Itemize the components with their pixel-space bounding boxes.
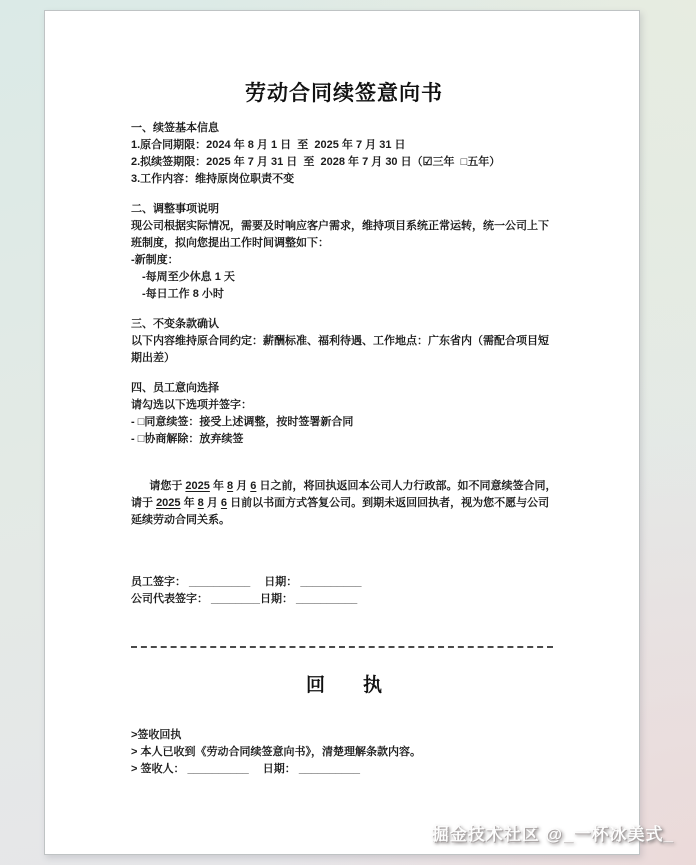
notice-text: 日之前，将回执返回本公司人力行政部。如不同意续签合同，请于 (131, 480, 557, 509)
rule-daily-hours: -每日工作 8 小时 (142, 288, 224, 300)
notice-text: 日前以书面方式答复公司。到期未返回回执者，视为您不愿与公司延续劳动合同关系。 (131, 497, 550, 526)
original-contract-term: 1.原合同期限：2024 年 8 月 1 日 至 2025 年 7 月 31 日 (131, 139, 406, 151)
notice-text: 请您于 (149, 480, 186, 492)
deadline-year: 2025 (185, 480, 210, 492)
unchanged-terms-heading: 三、不变条款确认 (131, 318, 219, 330)
adjustment-heading: 二、调整事项说明 (131, 203, 219, 215)
reply-month: 8 (197, 497, 204, 509)
company-signature-line: 公司代表签字： ________日期： __________ (131, 593, 358, 605)
work-content: 3.工作内容：维持原岗位职责不变 (131, 173, 295, 185)
section-adjustment (131, 201, 557, 303)
receipt-acknowledgement-heading: >签收回执 (131, 729, 182, 741)
notice-text: 年 (209, 480, 228, 492)
tear-off-dashed-divider (131, 646, 553, 648)
signature-block (131, 574, 557, 608)
document-page (44, 10, 640, 855)
reply-year: 2025 (156, 497, 181, 509)
return-notice-paragraph (131, 461, 557, 546)
section-basic-info (131, 120, 557, 188)
notice-text: 月 (203, 497, 221, 509)
receipt-block (131, 727, 557, 778)
watermark-credit: 掘金技术社区 @_一杯冰美式_ (431, 825, 674, 844)
notice-text: 年 (180, 497, 198, 509)
adjustment-body: 现公司根据实际情况，需要及时响应客户需求，维持项目系统正常运转，统一公司上下班制度，拟向您提出工作时间调整如下： (131, 220, 549, 249)
employee-signature-line: 员工签字： __________ 日期： __________ (131, 576, 362, 588)
new-rule-label: -新制度： (131, 254, 179, 266)
option-negotiated-termination: - □协商解除：放弃续签 (131, 433, 244, 445)
notice-text: 月 (233, 480, 251, 492)
option-agree-renewal: - □同意续签：接受上述调整，按时签署新合同 (131, 416, 354, 428)
deadline-day: 6 (250, 480, 257, 492)
receipt-title: 回 执 (305, 675, 382, 696)
employee-choice-heading: 四、员工意向选择 (131, 382, 219, 394)
employee-choice-intro: 请勾选以下选项并签字： (131, 399, 252, 411)
receipt-acknowledgement-text: > 本人已收到《劳动合同续签意向书》，清楚理解条款内容。 (131, 746, 421, 758)
rule-weekly-rest: -每周至少休息 1 天 (142, 271, 235, 283)
section-employee-choice (131, 380, 557, 448)
renewal-term-with-checkboxes: 2.拟续签期限：2025 年 7 月 31 日 至 2028 年 7 月 30 日（☑三年 □五年） (131, 156, 501, 168)
unchanged-terms-body: 以下内容维持原合同约定：薪酬标准、福利待遇、工作地点：广东省内（需配合项目短期出差） (131, 335, 549, 364)
reply-day: 6 (220, 497, 228, 509)
section-unchanged-terms (131, 316, 557, 367)
deadline-month: 8 (227, 480, 234, 492)
receipt-signature-line: > 签收人： __________ 日期： __________ (131, 763, 361, 775)
basic-info-heading: 一、续签基本信息 (131, 122, 219, 134)
document-title: 劳动合同续签意向书 (245, 82, 443, 105)
